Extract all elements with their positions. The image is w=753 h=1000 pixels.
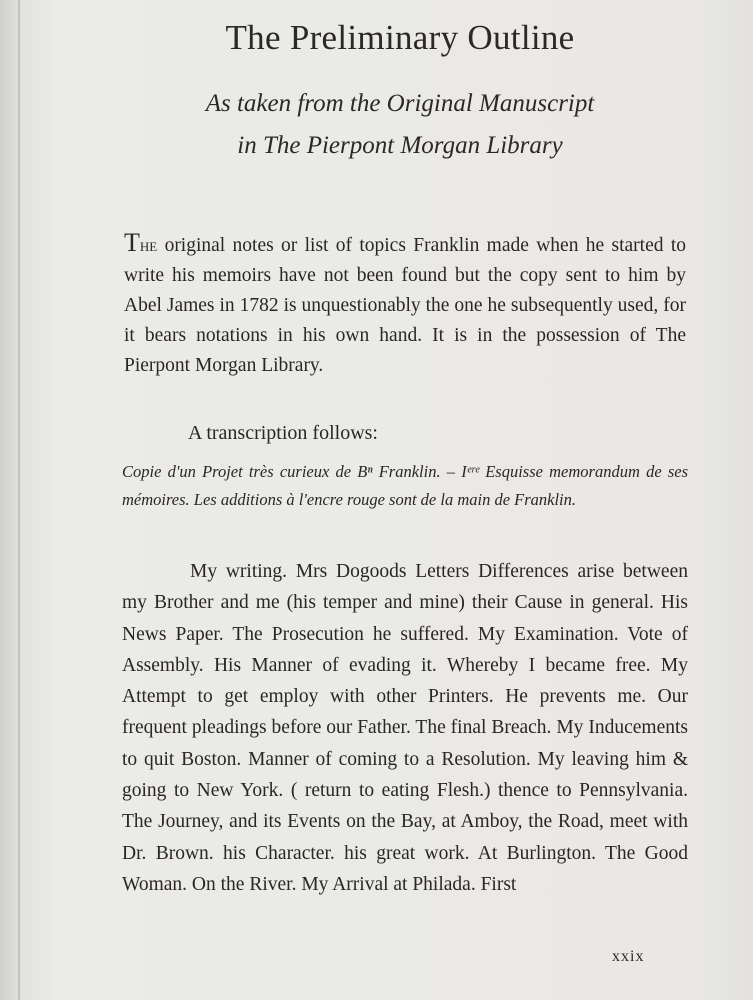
page-number: xxix [612,948,645,965]
intro-small-caps: he [139,235,158,256]
subtitle-line-1: As taken from the Original Manuscript [205,90,595,117]
outline-body-text: My writing. Mrs Dogoods Letters Differences arise between my Brother and me (his temper and mine) their Cause in general. His News Paper. The Prosecution he suffered. My Examination. Vote of Assembly. His Manner of evading it. Whereby I became free. My Attempt to get employ with other Printers. He prevents me. Our frequent pleadings before our Father. The final Breach. My Inducements to quit Boston. Manner of coming to a Resolution. My leaving him & going to New York. ( return to eating Flesh.) thence to Pennsylvania. The Journey, and its Events on the Bay, at Amboy, the Road, meet with Dr. Brown. his Character. his great work. At Burlington. The Good Woman. On the River. My Arrival at Philada. First [122,561,688,895]
transcription-label: A transcription follows: [188,422,378,444]
page-title: The Preliminary Outline [225,18,575,57]
page-gutter-edge [18,0,20,1000]
drop-cap: T [124,228,140,257]
intro-text: original notes or list of topics Franklin made when he started to write his memoirs have not been found but the copy sent to him by Abel James in 1782 is unquestionably the one he subsequently used, for it bears notations in his own hand. It is in the possession of The Pierpont Morgan Library. [124,235,686,376]
outline-body [122,556,688,900]
intro-paragraph [124,228,686,381]
subtitle-line-2: in The Pierpont Morgan Library [237,132,563,159]
french-note: Copie d'un Projet très curieux de Bⁿ Franklin. – Iᵉʳᵉ Esquisse memorandum de ses mémoires. Les additions à l'encre rouge sont de la main de Franklin. [122,462,688,509]
